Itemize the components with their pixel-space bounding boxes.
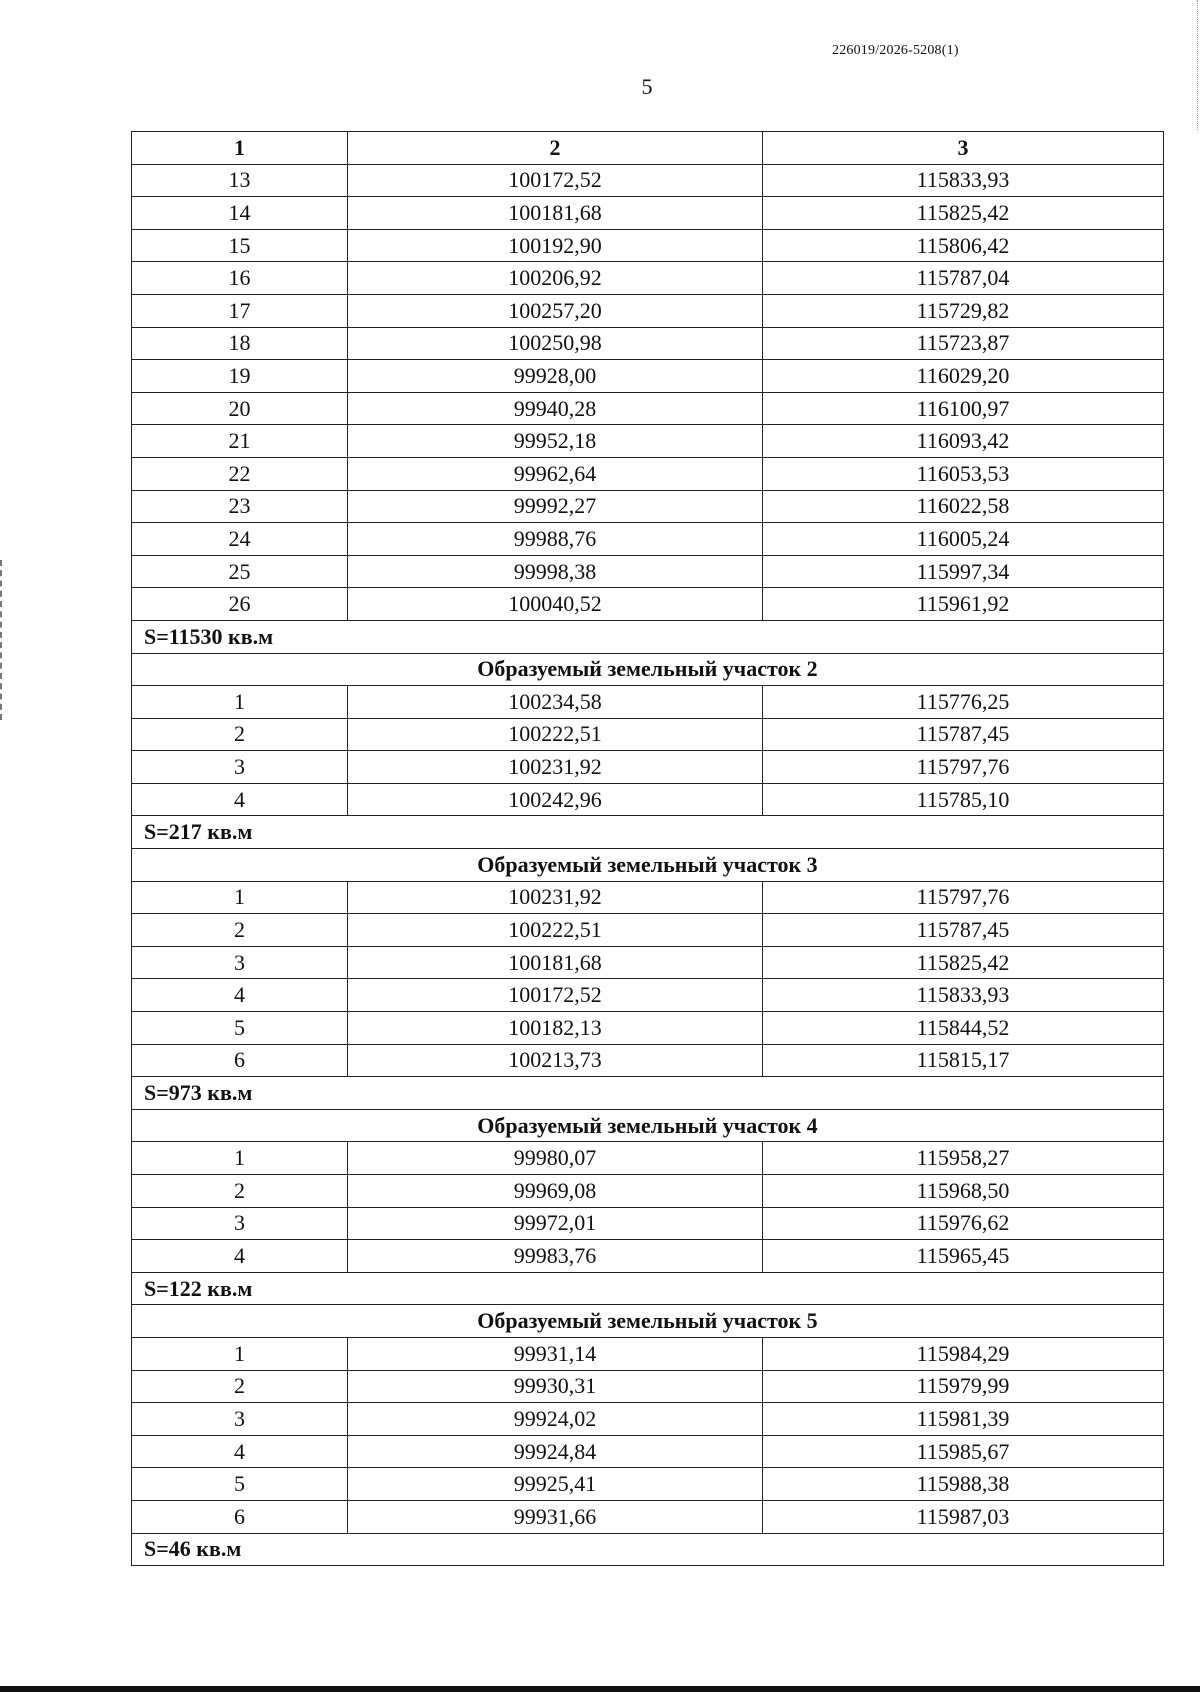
table-row (132, 1012, 1164, 1045)
section-row (132, 849, 1164, 882)
section-row (132, 1305, 1164, 1338)
table-cell: 115987,03 (763, 1500, 1164, 1533)
table-cell: 115787,04 (763, 262, 1164, 295)
table-cell: 115729,82 (763, 294, 1164, 327)
table-cell: 115833,93 (763, 164, 1164, 197)
table-row (132, 588, 1164, 621)
table-row (132, 1175, 1164, 1208)
table-cell: 4 (132, 1435, 348, 1468)
coordinates-table-body (132, 132, 1164, 1566)
table-cell: 18 (132, 327, 348, 360)
table-cell: 99940,28 (348, 392, 763, 425)
table-cell: 6 (132, 1044, 348, 1077)
table-cell: 100250,98 (348, 327, 763, 360)
table-cell: 25 (132, 555, 348, 588)
area-label: S=122 кв.м (132, 1272, 1164, 1305)
table-row (132, 1468, 1164, 1501)
table-row (132, 1142, 1164, 1175)
table-cell: 100181,68 (348, 197, 763, 230)
table-row (132, 751, 1164, 784)
table-cell: 2 (132, 914, 348, 947)
table-row (132, 392, 1164, 425)
table-cell: 1 (132, 1337, 348, 1370)
table-cell: 100222,51 (348, 718, 763, 751)
table-cell: 2 (132, 1370, 348, 1403)
column-header: 3 (763, 132, 1164, 165)
table-row (132, 979, 1164, 1012)
column-header: 2 (348, 132, 763, 165)
table-cell: 2 (132, 1175, 348, 1208)
table-cell: 100231,92 (348, 751, 763, 784)
area-row (132, 1077, 1164, 1110)
table-row (132, 164, 1164, 197)
table-row (132, 555, 1164, 588)
table-cell: 100172,52 (348, 979, 763, 1012)
table-cell: 3 (132, 751, 348, 784)
table-cell: 99925,41 (348, 1468, 763, 1501)
table-cell: 99969,08 (348, 1175, 763, 1208)
area-row (132, 1533, 1164, 1566)
area-label: S=46 кв.м (132, 1533, 1164, 1566)
table-cell: 115806,42 (763, 229, 1164, 262)
table-row (132, 946, 1164, 979)
table-row (132, 523, 1164, 556)
table-cell: 99988,76 (348, 523, 763, 556)
table-cell: 115968,50 (763, 1175, 1164, 1208)
table-cell: 115958,27 (763, 1142, 1164, 1175)
table-cell: 115785,10 (763, 783, 1164, 816)
table-row (132, 1435, 1164, 1468)
table-cell: 100182,13 (348, 1012, 763, 1045)
table-row (132, 1370, 1164, 1403)
table-cell: 99924,84 (348, 1435, 763, 1468)
table-row (132, 914, 1164, 947)
table-cell: 100242,96 (348, 783, 763, 816)
table-cell: 115797,76 (763, 751, 1164, 784)
table-row (132, 718, 1164, 751)
table-row (132, 457, 1164, 490)
table-cell: 23 (132, 490, 348, 523)
table-cell: 115825,42 (763, 197, 1164, 230)
table-header-row (132, 132, 1164, 165)
table-cell: 4 (132, 979, 348, 1012)
section-title: Образуемый земельный участок 2 (132, 653, 1164, 686)
table-cell: 115833,93 (763, 979, 1164, 1012)
table-cell: 100213,73 (348, 1044, 763, 1077)
table-cell: 100234,58 (348, 686, 763, 719)
area-row (132, 1272, 1164, 1305)
table-cell: 5 (132, 1012, 348, 1045)
table-cell: 3 (132, 1207, 348, 1240)
table-row (132, 327, 1164, 360)
table-cell: 24 (132, 523, 348, 556)
table-cell: 115815,17 (763, 1044, 1164, 1077)
section-title: Образуемый земельный участок 4 (132, 1109, 1164, 1142)
table-cell: 116022,58 (763, 490, 1164, 523)
area-row (132, 620, 1164, 653)
table-cell: 115787,45 (763, 718, 1164, 751)
section-title: Образуемый земельный участок 5 (132, 1305, 1164, 1338)
section-row (132, 1109, 1164, 1142)
table-cell: 116029,20 (763, 360, 1164, 393)
table-cell: 4 (132, 1240, 348, 1273)
table-row (132, 783, 1164, 816)
area-label: S=11530 кв.м (132, 620, 1164, 653)
table-cell: 14 (132, 197, 348, 230)
table-cell: 99992,27 (348, 490, 763, 523)
table-cell: 100172,52 (348, 164, 763, 197)
table-cell: 1 (132, 686, 348, 719)
table-cell: 99931,66 (348, 1500, 763, 1533)
table-row (132, 294, 1164, 327)
table-cell: 19 (132, 360, 348, 393)
table-cell: 115981,39 (763, 1403, 1164, 1436)
table-cell: 115844,52 (763, 1012, 1164, 1045)
table-cell: 99928,00 (348, 360, 763, 393)
table-cell: 100231,92 (348, 881, 763, 914)
table-cell: 115797,76 (763, 881, 1164, 914)
table-cell: 99983,76 (348, 1240, 763, 1273)
table-cell: 115997,34 (763, 555, 1164, 588)
scan-bottom-edge (0, 1686, 1200, 1692)
table-cell: 4 (132, 783, 348, 816)
table-cell: 99930,31 (348, 1370, 763, 1403)
table-cell: 99924,02 (348, 1403, 763, 1436)
table-row (132, 881, 1164, 914)
table-cell: 99952,18 (348, 425, 763, 458)
table-row (132, 360, 1164, 393)
table-cell: 20 (132, 392, 348, 425)
table-cell: 100206,92 (348, 262, 763, 295)
table-cell: 100257,20 (348, 294, 763, 327)
table-cell: 115984,29 (763, 1337, 1164, 1370)
section-row (132, 653, 1164, 686)
table-row (132, 1500, 1164, 1533)
table-row (132, 1337, 1164, 1370)
table-cell: 116100,97 (763, 392, 1164, 425)
area-label: S=973 кв.м (132, 1077, 1164, 1110)
table-row (132, 229, 1164, 262)
page-number: 5 (641, 74, 653, 99)
table-cell: 99998,38 (348, 555, 763, 588)
table-cell: 22 (132, 457, 348, 490)
table-cell: 1 (132, 881, 348, 914)
column-header: 1 (132, 132, 348, 165)
table-cell: 115979,99 (763, 1370, 1164, 1403)
table-cell: 21 (132, 425, 348, 458)
table-cell: 15 (132, 229, 348, 262)
table-cell: 26 (132, 588, 348, 621)
area-label: S=217 кв.м (132, 816, 1164, 849)
table-cell: 3 (132, 1403, 348, 1436)
table-row (132, 1207, 1164, 1240)
table-cell: 99980,07 (348, 1142, 763, 1175)
table-cell: 99972,01 (348, 1207, 763, 1240)
table-cell: 3 (132, 946, 348, 979)
table-row (132, 262, 1164, 295)
scan-edge-marks (0, 560, 5, 720)
area-row (132, 816, 1164, 849)
table-cell: 100192,90 (348, 229, 763, 262)
table-cell: 2 (132, 718, 348, 751)
table-row (132, 490, 1164, 523)
table-row (132, 425, 1164, 458)
table-cell: 116093,42 (763, 425, 1164, 458)
section-title: Образуемый земельный участок 3 (132, 849, 1164, 882)
table-cell: 115825,42 (763, 946, 1164, 979)
table-cell: 99931,14 (348, 1337, 763, 1370)
table-row (132, 686, 1164, 719)
table-cell: 116005,24 (763, 523, 1164, 556)
table-cell: 115976,62 (763, 1207, 1164, 1240)
table-row (132, 197, 1164, 230)
table-cell: 115965,45 (763, 1240, 1164, 1273)
table-cell: 1 (132, 1142, 348, 1175)
table-cell: 116053,53 (763, 457, 1164, 490)
coordinates-table (131, 131, 1164, 1566)
table-cell: 100181,68 (348, 946, 763, 979)
table-cell: 100222,51 (348, 914, 763, 947)
table-cell: 5 (132, 1468, 348, 1501)
table-cell: 16 (132, 262, 348, 295)
table-cell: 115723,87 (763, 327, 1164, 360)
table-cell: 100040,52 (348, 588, 763, 621)
table-cell: 115985,67 (763, 1435, 1164, 1468)
table-cell: 99962,64 (348, 457, 763, 490)
table-cell: 17 (132, 294, 348, 327)
table-row (132, 1240, 1164, 1273)
table-row (132, 1403, 1164, 1436)
document-id: 226019/2026-5208(1) (832, 43, 959, 58)
table-cell: 115787,45 (763, 914, 1164, 947)
table-cell: 6 (132, 1500, 348, 1533)
table-row (132, 1044, 1164, 1077)
table-cell: 115961,92 (763, 588, 1164, 621)
table-cell: 115988,38 (763, 1468, 1164, 1501)
table-cell: 115776,25 (763, 686, 1164, 719)
table-cell: 13 (132, 164, 348, 197)
